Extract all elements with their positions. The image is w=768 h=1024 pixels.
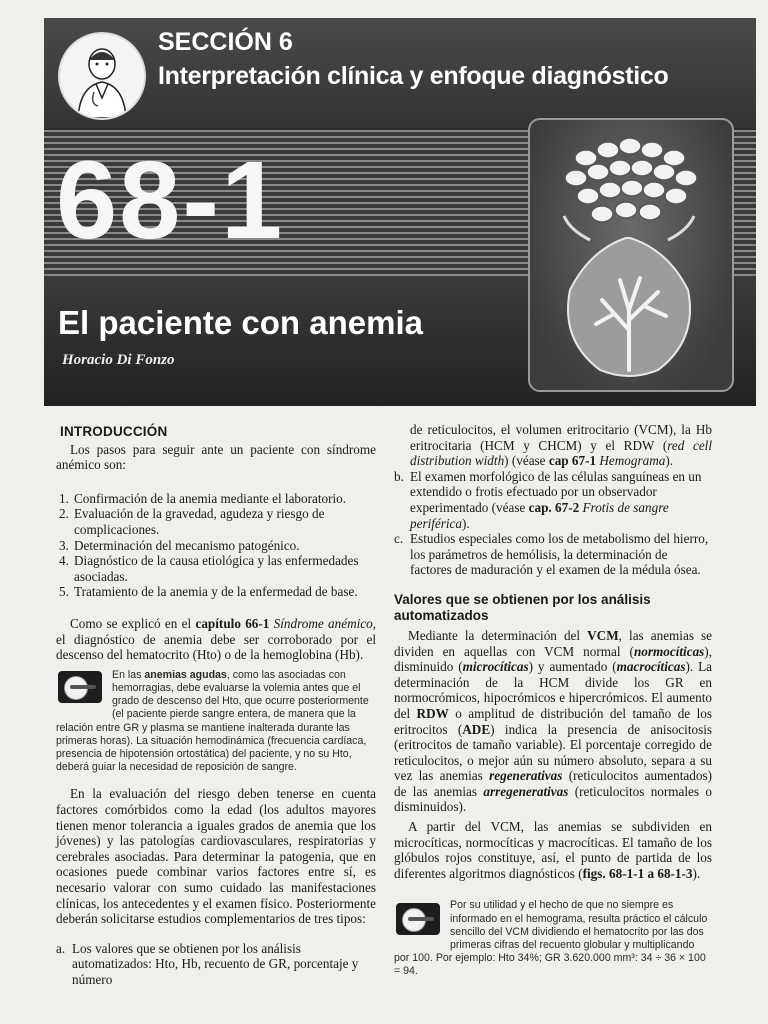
list-text: Diagnóstico de la causa etiológica y las enfermedades asociadas. <box>74 553 359 584</box>
list-number: 3. <box>59 537 69 553</box>
text-run: A partir del VCM, las anemias se subdividen en microcíticas, normocíticas y macrocíticas. El tamaño de los glóbulos rojos constituye, así, el punto de partida de los diferentes algoritmos diagnósticos ( <box>394 819 712 881</box>
list-item <box>56 941 376 988</box>
list-item <box>56 553 376 584</box>
list-text: Estudios especiales como los de metabolismo del hierro, los parámetros de hemólisis, la determinación de factores de maduración y el examen de la médula ósea. <box>410 531 709 578</box>
list-number: a. <box>56 940 66 956</box>
list-number: 5. <box>59 584 69 600</box>
text-run: ). <box>665 453 674 469</box>
note-emphasis: anemias agudas <box>144 668 227 681</box>
text-run: ) y aumentado ( <box>528 659 617 675</box>
chapter-title-text: Hemograma <box>599 453 666 469</box>
right-column <box>394 422 712 979</box>
term-bold: VCM <box>587 627 619 643</box>
text-run: ) (véase <box>504 453 549 469</box>
list-item <box>56 506 376 537</box>
list-number: b. <box>394 468 404 484</box>
term-bold-italic: regenerativas <box>489 768 563 784</box>
list-text: Tratamiento de la anemia y de la enfermedad de base. <box>74 584 358 600</box>
chapter-title-text: Síndrome anémico <box>273 615 373 631</box>
studies-list-start <box>56 941 376 988</box>
text-run: , como las asociadas con hemorragias, debe evaluarse la volemia antes que el grado de descenso del Hto, que ocurre posteriormente (el paciente pierde sangre entera, de manera que la relación entre GR y plasma se mantiene inalterada durante las primeras horas). La situación hemodinámica (frecuencia cardíaca, presencia de hipotensión ortostática) del paciente, y no su Hto, deberá guiar la necesidad de reposición de sangre. <box>56 668 369 774</box>
steps-list <box>56 491 376 600</box>
intro-heading: INTRODUCCIÓN <box>60 424 168 439</box>
text-run: o amplitud de distribución del tamaño de los eritrocitos ( <box>394 705 712 737</box>
item-a-continuation <box>394 422 712 469</box>
risk-paragraph: En la evaluación del riesgo deben tenerse en cuenta factores comórbidos como la edad (los adultos mayores tienen menor tolerancia a iguales grados de anemia que los jóvenes) y las patologías cardiovasculares, respiratorias y cerebrales asociadas. Para determinar la patogenia, que en ocasiones puede combinar varios factores entre sí, es necesario valorar con sumo cuidado las manifestaciones clínicas, los antecedentes y el examen físico. Posteriormente deberán solicitarse estudios complementarios de tres tipos: <box>56 786 376 927</box>
studies-list-cont <box>394 469 712 578</box>
chapter-number: 68-1 <box>56 139 285 262</box>
acute-anemia-note <box>56 669 376 775</box>
chapter-reference-paragraph <box>56 616 376 663</box>
list-text: Confirmación de la anemia mediante el laboratorio. <box>74 490 347 506</box>
term-bold: ADE <box>462 721 491 737</box>
values-heading: Valores que se obtienen por los análisis automatizados <box>394 591 651 623</box>
figure-reference: figs. 68-1-1 a 68-1-3 <box>582 865 693 881</box>
list-number: 2. <box>59 506 69 522</box>
text-run: ), disminuido ( <box>394 643 712 675</box>
text-run: , las anemias se dividen en aquellas con VCM normal ( <box>394 627 713 659</box>
key-note-icon <box>58 671 102 703</box>
note-text: Por su utilidad y el hecho de que no siempre es informado en el hemograma, resulta práctico el cálculo sencillo del VCM dividiendo el hematocrito por las dos primeras cifras del recuento globular y multiplicando por 100. Por ejemplo: Hto 34%; GR 3.620.000 mm³: 34 ÷ 36 × 100 = 94. <box>394 899 708 978</box>
intro-paragraph: Los pasos para seguir ante un paciente con síndrome anémico son: <box>56 441 376 473</box>
list-item <box>56 538 376 554</box>
text-run: de reticulocitos, el volumen eritrocitario (VCM), la Hb eritrocitaria (HCM y CHCM) y el RDW ( <box>410 422 712 453</box>
text-run: , el diagnóstico de anemia debe ser corroborado por el descenso del hematocrito (Hto) o de la hemoglobina (Hb). <box>56 615 376 663</box>
text-run: El examen morfológico de las células sanguíneas en un extendido o frotis efectuado por un observador experimentado (véase <box>410 468 702 515</box>
text-run: (reticulocitos aumentados) de las anemias <box>394 768 712 799</box>
chapter-title-text: Frotis de sangre periférica <box>410 499 669 531</box>
chapter-link-text: capítulo 66-1 <box>195 615 274 631</box>
section-label: SECCIÓN 6 <box>158 28 293 56</box>
term-bold: RDW <box>416 705 449 721</box>
vcm-calculation-note <box>394 899 712 978</box>
list-item <box>394 469 712 531</box>
term-bold-italic: normocíticas <box>633 643 705 659</box>
term-bold-italic: macrocíticas <box>616 659 686 675</box>
text-run: ). La determinación de la HCM divide los GR en normocrómicos, hipocrómicos e hipercrómicos. El aumento del <box>394 659 712 721</box>
left-column <box>56 424 376 987</box>
vcm-subdivision-paragraph <box>394 819 712 881</box>
term-bold-italic: arregenerativas <box>483 783 569 799</box>
list-number: c. <box>394 531 404 547</box>
chapter-link-text: cap 67-1 <box>548 453 600 469</box>
key-note-icon <box>396 903 440 935</box>
text-run: (reticulocitos normales o disminuidos). <box>394 783 712 815</box>
list-number: 1. <box>59 490 69 506</box>
list-text: Determinación del mecanismo patogénico. <box>74 537 300 553</box>
section-title: Interpretación clínica y enfoque diagnóstico <box>158 62 669 90</box>
list-text: Los valores que se obtienen por los análisis automatizados: Hto, Hb, recuento de GR, porcentaje y número <box>72 940 359 987</box>
list-item <box>56 584 376 600</box>
text-run: ). <box>692 865 701 881</box>
text-run: ) indica la presencia de anisocitosis (eritrocitos de tamaño variable). El porcentaje corregido de reticulocitos, o mejor aún su número absoluto, separa a su vez las anemias <box>394 721 713 784</box>
list-item <box>394 531 712 578</box>
chapter-banner <box>44 18 756 406</box>
list-number: 4. <box>59 553 69 569</box>
author-name: Horacio Di Fonzo <box>62 352 175 368</box>
vcm-paragraph <box>394 628 712 815</box>
chapter-link-text: cap. 67-2 <box>528 499 583 515</box>
list-text: Evaluación de la gravedad, agudeza y riesgo de complicaciones. <box>74 506 325 537</box>
doctor-avatar-icon <box>58 32 146 120</box>
text-run: Como se explicó en el <box>70 615 196 631</box>
list-item <box>56 491 376 507</box>
blood-cells-illustration <box>528 118 734 392</box>
chapter-title: El paciente con anemia <box>58 304 423 341</box>
term-bold-italic: microcíticas <box>462 659 529 675</box>
text-run: En las <box>112 668 145 681</box>
text-run: Mediante la determinación del <box>408 627 588 643</box>
text-italic: red cell distribution width <box>410 437 713 469</box>
text-run: ). <box>462 515 470 531</box>
